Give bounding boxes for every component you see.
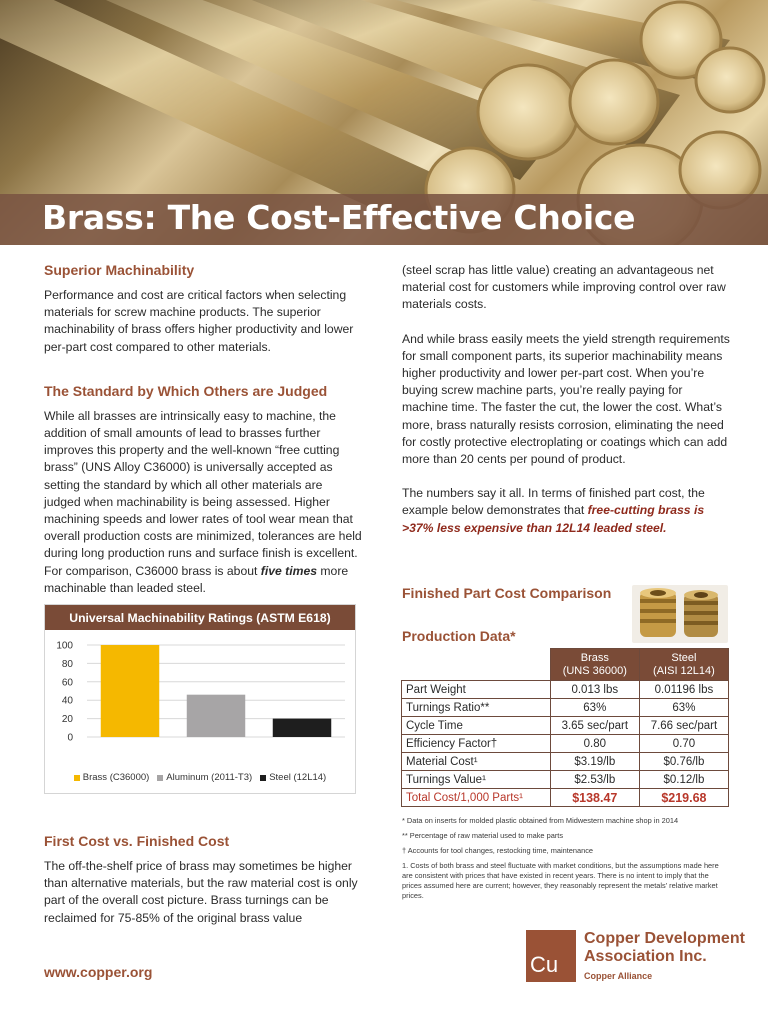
paragraph-machinability: Performance and cost are critical factors when selecting materials for screw machine products. The superior machinability of brass offers higher productivity and lower per-part cost compared to other materials.: [44, 288, 354, 354]
footnote: ** Percentage of raw material used to make parts: [402, 831, 564, 840]
title-strong: Brass:: [42, 198, 157, 237]
table-header-empty: [402, 649, 551, 681]
table-row-label: Efficiency Factor†: [402, 735, 551, 753]
total-cell: $138.47: [550, 789, 639, 807]
first-cost-section: [44, 833, 362, 927]
footnotes: [402, 816, 730, 906]
paragraph-numbers: [402, 485, 730, 537]
website-link[interactable]: www.copper.org: [44, 964, 153, 980]
paragraph-first-cost: The off-the-shelf price of brass may sometimes be higher than alternative materials, but the raw material cost is only part of the overall cost picture. Brass turnings can be reclaimed for 75-85% of the original brass value: [44, 859, 358, 925]
table-row-label: Turnings Ratio**: [402, 699, 551, 717]
heading-first-cost: First Cost vs. Finished Cost: [44, 833, 230, 849]
chart-plot: [45, 630, 355, 770]
legend-swatch: [157, 775, 163, 781]
table-header-steel: [639, 649, 728, 681]
page-title: [42, 198, 635, 237]
footnote: 1. Costs of both brass and steel fluctuate with market conditions, but the assumptions made here are consistent with prices that have existed in recent years. There is no intent to imply that the prices assumed here are current; however, they reasonably represent the metals’ relative market prices.: [402, 861, 719, 900]
legend-label: Steel (12L14): [269, 772, 327, 783]
table-row: [402, 771, 729, 789]
org-line2: Association Inc.: [584, 948, 707, 965]
chart-legend: [45, 772, 355, 783]
footnote: † Accounts for tool changes, restocking time, maintenance: [402, 846, 594, 855]
org-name: [584, 930, 745, 966]
y-tick-label: 80: [61, 658, 73, 670]
heading-production-data: Production Data*: [402, 628, 516, 644]
legend-item: [260, 772, 326, 783]
y-tick-label: 100: [56, 640, 73, 652]
table-cell: 0.80: [550, 735, 639, 753]
legend-label: Aluminum (2011-T3): [166, 772, 253, 783]
header-steel-name: Steel: [671, 651, 697, 664]
table-row: [402, 735, 729, 753]
table-cell: $3.19/lb: [550, 753, 639, 771]
table-row-label: Turnings Value¹: [402, 771, 551, 789]
table-cell: 0.01196 lbs: [639, 681, 728, 699]
table-cell: 3.65 sec/part: [550, 717, 639, 735]
machinability-chart: [44, 604, 356, 794]
paragraph-standard: [44, 408, 362, 597]
legend-swatch: [74, 775, 80, 781]
right-column: [402, 262, 730, 537]
legend-item: [157, 772, 252, 783]
table-cell: 63%: [639, 699, 728, 717]
cda-logo: Cu: [526, 930, 576, 982]
total-cell: $219.68: [639, 789, 728, 807]
y-tick-label: 20: [61, 714, 73, 726]
table-cell: 63%: [550, 699, 639, 717]
header-steel-spec: (AISI 12L14): [653, 664, 715, 677]
table-row-label: Material Cost¹: [402, 753, 551, 771]
legend-item: [74, 772, 150, 783]
bar-0: [101, 645, 159, 737]
table-header-row: [402, 649, 729, 681]
production-data-table: [401, 648, 729, 807]
table-row-label: Part Weight: [402, 681, 551, 699]
table-row: [402, 699, 729, 717]
table-cell: $0.76/lb: [639, 753, 728, 771]
table-total-row: [402, 789, 729, 807]
paragraph-yield: And while brass easily meets the yield strength requirements for small component parts, its superior machinability means higher productivity and lower per-part cost. When you’re buying screw machine parts, you’re really paying for machine time. The faster the cut, the lower the cost. What’s more, brass naturally resists corrosion, eliminating the need for costly protective electroplating or coatings which can add more than 20 cents per pound of product.: [402, 331, 730, 467]
table-body: [402, 681, 729, 807]
legend-label: Brass (C36000): [82, 772, 150, 783]
header-brass-name: Brass: [580, 651, 609, 664]
table-header-brass: [550, 649, 639, 681]
title-rest: The Cost-Effective Choice: [156, 198, 636, 237]
table-row: [402, 681, 729, 699]
total-label: Total Cost/1,000 Parts¹: [402, 789, 551, 807]
standard-text-a: While all brasses are intrinsically easy to machine, the addition of small amounts of lead to brasses further improves this property and the well-known “free cutting brass” (UNS Alloy C36000) is universally accepted as setting the standard by which all other materials are judged when machinability is being assessed. Higher machining speeds and lower rates of tool wear mean that overall production costs are minimized, tolerances are held during long production runs and surface finish is excellent. For comparison, C36000 brass is about: [44, 408, 362, 578]
y-tick-label: 0: [67, 732, 73, 744]
footnote: * Data on inserts for molded plastic obtained from Midwestern machine shop in 2014: [402, 816, 679, 825]
paragraph-scrap: (steel scrap has little value) creating an advantageous net material cost for customers while improving control over raw materials costs.: [402, 263, 726, 312]
org-subtitle: Copper Alliance: [584, 971, 653, 981]
heading-standard: The Standard by Which Others are Judged: [44, 382, 328, 399]
legend-swatch: [260, 775, 266, 781]
y-tick-label: 40: [61, 695, 73, 707]
heading-cost-comparison: Finished Part Cost Comparison: [402, 585, 612, 601]
bar-1: [187, 695, 245, 737]
table-cell: 0.013 lbs: [550, 681, 639, 699]
standard-emphasis: five times: [260, 563, 318, 578]
heading-superior-machinability: Superior Machinability: [44, 262, 195, 278]
standard-text-b: more machinable than leaded steel.: [44, 563, 349, 595]
table-cell: 7.66 sec/part: [639, 717, 728, 735]
table-cell: $0.12/lb: [639, 771, 728, 789]
brass-steel-inserts-image: [632, 585, 728, 643]
y-tick-label: 60: [61, 677, 73, 689]
table-row-label: Cycle Time: [402, 717, 551, 735]
bar-2: [273, 719, 331, 737]
header-brass-spec: (UNS 36000): [562, 664, 627, 677]
inserts-illustration: [632, 585, 728, 643]
table-row: [402, 717, 729, 735]
left-column: [44, 262, 362, 597]
table-row: [402, 753, 729, 771]
chart-title: Universal Machinability Ratings (ASTM E618): [45, 605, 355, 630]
numbers-emphasis: free-cutting brass is >37% less expensive than 12L14 leaded steel.: [402, 503, 705, 535]
table-cell: $2.53/lb: [550, 771, 639, 789]
numbers-text: The numbers say it all. In terms of finished part cost, the example below demonstrates that: [402, 486, 705, 518]
org-line1: Copper Development: [584, 930, 745, 947]
table-cell: 0.70: [639, 735, 728, 753]
